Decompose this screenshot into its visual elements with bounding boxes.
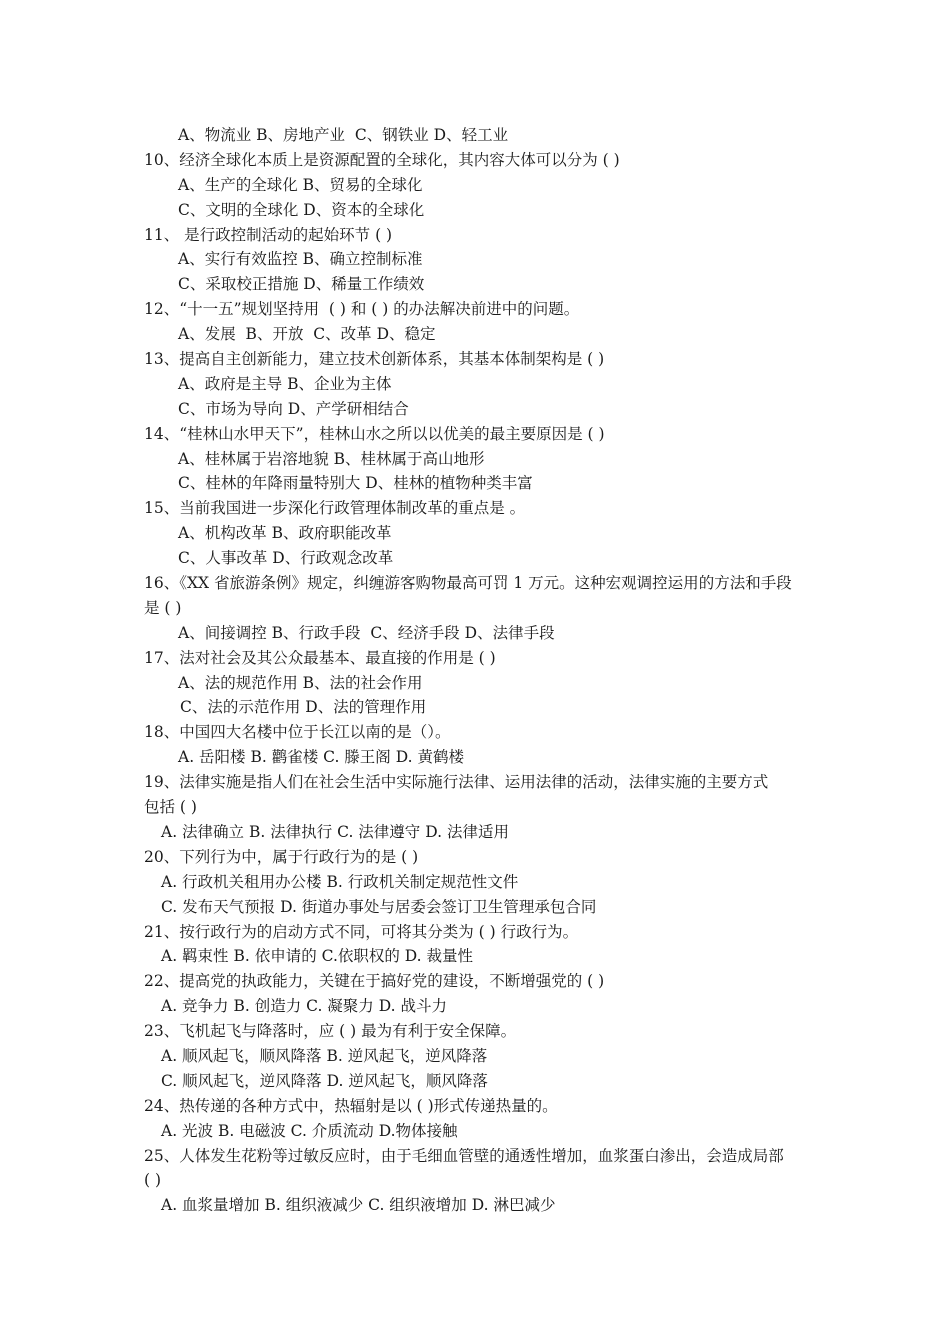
text-line: C、桂林的年降雨量特别大 D、桂林的植物种类丰富 [178, 474, 533, 493]
text-line: C、采取校正措施 D、稀量工作绩效 [178, 275, 425, 294]
text-line: A、法的规范作用 B、法的社会作用 [178, 673, 423, 692]
text-line: A、桂林属于岩溶地貌 B、桂林属于高山地形 [178, 449, 485, 468]
text-line: A. 行政机关租用办公楼 B. 行政机关制定规范性文件 [161, 872, 519, 891]
text-line: 10、经济全球化本质上是资源配置的全球化，其内容大体可以分为 ( ) [144, 150, 620, 169]
text-line: A. 羁束性 B. 依申请的 C.依职权的 D. 裁量性 [161, 947, 474, 966]
text-line: A、发展 B、开放 C、改革 D、稳定 [178, 325, 436, 344]
text-line: ( ) [144, 1171, 162, 1190]
text-line: 22、提高党的执政能力，关键在于搞好党的建设，不断增强党的 ( ) [144, 972, 605, 991]
text-line: 12、“十一五”规划坚持用 ( ) 和 ( ) 的办法解决前进中的问题。 [144, 300, 580, 319]
text-line: C. 发布天气预报 D. 街道办事处与居委会签订卫生管理承包合同 [161, 897, 597, 916]
text-line: C、法的示范作用 D、法的管理作用 [180, 698, 427, 717]
text-line: 15、当前我国进一步深化行政管理体制改革的重点是 。 [144, 499, 526, 518]
text-line: A、生产的全球化 B、贸易的全球化 [178, 175, 423, 194]
text-line: A. 顺风起飞，顺风降落 B. 逆风起飞，逆风降落 [161, 1046, 488, 1065]
text-line: A、机构改革 B、政府职能改革 [178, 524, 392, 543]
text-line: 是 ( ) [144, 598, 182, 617]
text-line: 17、法对社会及其公众最基本、最直接的作用是 ( ) [144, 648, 496, 667]
text-line: A、物流业 B、房地产业 C、钢铁业 D、轻工业 [178, 126, 509, 144]
text-line: 14、“桂林山水甲天下”，桂林山水之所以以优美的最主要原因是 ( ) [144, 424, 605, 443]
text-line: 18、中国四大名楼中位于长江以南的是（）。 [144, 723, 451, 742]
text-line: 包括 ( ) [144, 798, 197, 817]
text-line: C. 顺风起飞，逆风降落 D. 逆风起飞，顺风降落 [161, 1071, 488, 1090]
text-line: 11、 是行政控制活动的起始环节 ( ) [144, 225, 393, 244]
text-line: 19、法律实施是指人们在社会生活中实际施行法律、运用法律的活动，法律实施的主要方式 [144, 773, 769, 792]
text-line: A. 竞争力 B. 创造力 C. 凝聚力 D. 战斗力 [161, 997, 447, 1016]
text-line: A、政府是主导 B、企业为主体 [178, 374, 392, 393]
text-line: A、实行有效监控 B、确立控制标准 [178, 250, 423, 269]
text-line: 21、按行政行为的启动方式不同，可将其分类为 ( ) 行政行为。 [144, 922, 579, 941]
text-line: 24、热传递的各种方式中，热辐射是以 ( )形式传递热量的。 [144, 1096, 558, 1115]
text-line: 25、人体发生花粉等过敏反应时，由于毛细血管壁的通透性增加，血浆蛋白渗出，会造成局部 [144, 1146, 784, 1165]
text-line: C、市场为导向 D、产学研相结合 [178, 399, 409, 418]
text-line: A. 法律确立 B. 法律执行 C. 法律遵守 D. 法律适用 [161, 822, 509, 841]
text-line: 16、《XX 省旅游条例》规定，纠缠游客购物最高可罚 1 万元。这种宏观调控运用的方法和手段 [144, 574, 792, 593]
text-line: 23、飞机起飞与降落时，应 ( ) 最为有利于安全保障。 [144, 1022, 517, 1041]
text-line: A. 光波 B. 电磁波 C. 介质流动 D.物体接触 [161, 1121, 458, 1140]
text-line: 13、提高自主创新能力，建立技术创新体系，其基本体制架构是 ( ) [144, 350, 605, 369]
text-line: A、间接调控 B、行政手段 C、经济手段 D、法律手段 [178, 623, 555, 642]
text-line: A. 血浆量增加 B. 组织液减少 C. 组织液增加 D. 淋巴减少 [161, 1196, 556, 1215]
text-line: C、文明的全球化 D、资本的全球化 [178, 200, 425, 219]
text-line: C、人事改革 D、行政观念改革 [178, 549, 394, 568]
text-line: 20、下列行为中，属于行政行为的是 ( ) [144, 847, 419, 866]
document-body [144, 123, 814, 1218]
text-line: A. 岳阳楼 B. 鹳雀楼 C. 滕王阁 D. 黄鹤楼 [178, 748, 464, 767]
